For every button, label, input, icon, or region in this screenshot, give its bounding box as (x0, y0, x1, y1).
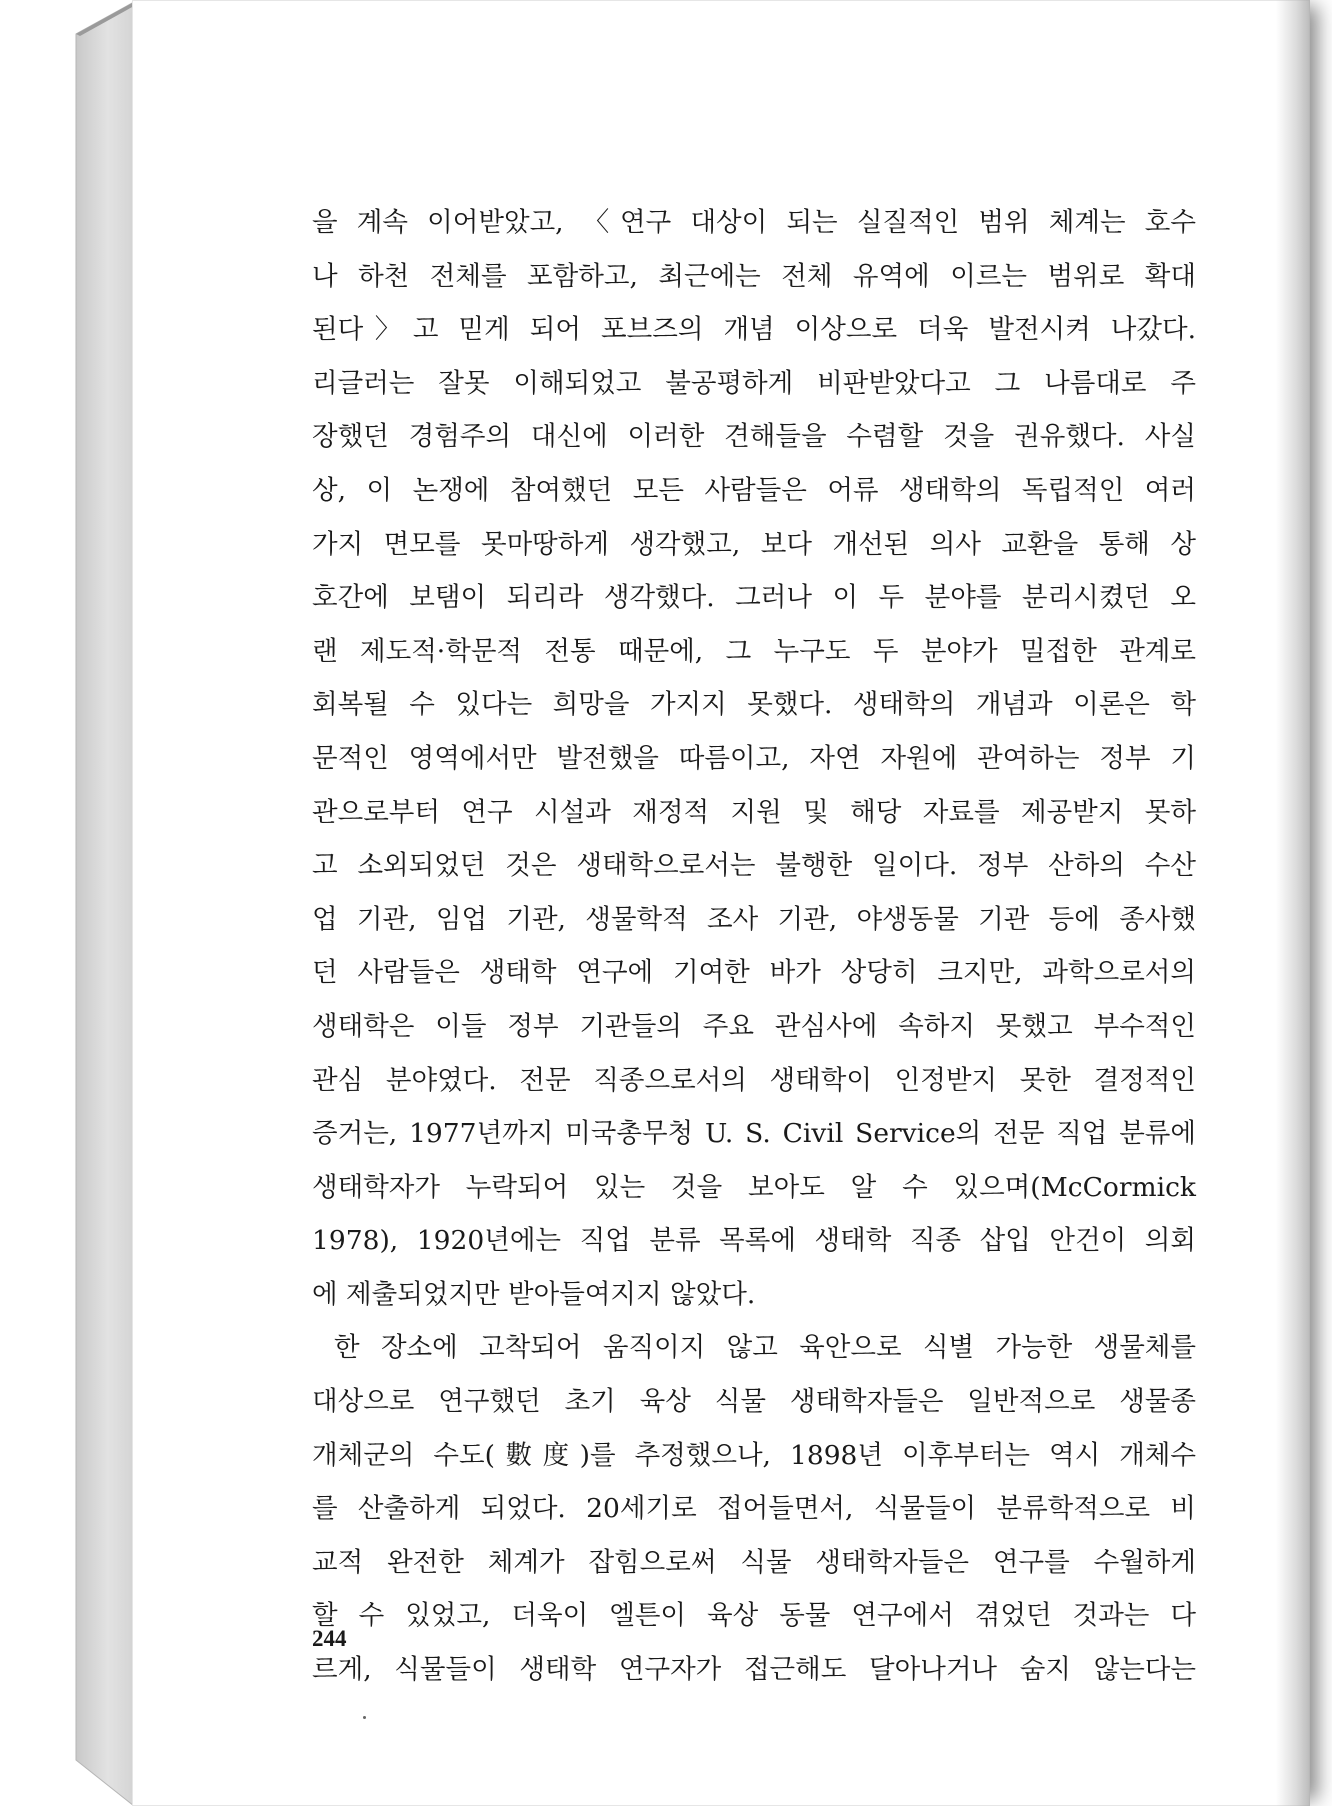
scan-speck (363, 1716, 366, 1719)
text-line: 를 산출하게 되었다. 20세기로 접어들면서, 식물들이 분류학적으로 비 (312, 1493, 1196, 1525)
paragraph-2 (312, 1321, 1196, 1696)
page-number: 244 (312, 1626, 347, 1651)
text-line: 호간에 보탬이 되리라 생각했다. 그러나 이 두 분야를 분리시켰던 오 (312, 582, 1196, 614)
text-line: 관으로부터 연구 시설과 재정적 지원 및 해당 자료를 제공받지 못하 (312, 796, 1196, 828)
text-line: 상, 이 논쟁에 참여했던 모든 사람들은 어류 생태학의 독립적인 여러 (312, 474, 1196, 506)
text-line: 한 장소에 고착되어 움직이지 않고 육안으로 식별 가능한 생물체를 (334, 1332, 1196, 1364)
text-line: 르게, 식물들이 생태학 연구자가 접근해도 달아나거나 숨지 않는다는 (312, 1654, 1196, 1686)
text-line: 리글러는 잘못 이해되었고 불공평하게 비판받았다고 그 나름대로 주 (312, 367, 1196, 399)
text-line: 랜 제도적·학문적 전통 때문에, 그 누구도 두 분야가 밀접한 관계로 (312, 635, 1196, 667)
text-line: 고 소외되었던 것은 생태학으로서는 불행한 일이다. 정부 산하의 수산 (312, 850, 1196, 882)
text-line: 회복될 수 있다는 희망을 가지지 못했다. 생태학의 개념과 이론은 학 (312, 689, 1196, 721)
page-edge-shadow (1276, 0, 1310, 1806)
text-line: 문적인 영역에서만 발전했을 따름이고, 자연 자원에 관여하는 정부 기 (312, 742, 1196, 774)
text-line: 교적 완전한 체계가 잡힘으로써 식물 생태학자들은 연구를 수월하게 (312, 1546, 1196, 1578)
text-line: 증거는, 1977년까지 미국총무청 U. S. Civil Service의 전문 직업 분류에 (312, 1118, 1196, 1150)
text-line: 나 하천 전체를 포함하고, 최근에는 전체 유역에 이르는 범위로 확대 (312, 260, 1196, 292)
text-line: 에 제출되었지만 받아들여지지 않았다. (312, 1278, 756, 1310)
text-line: 을 계속 이어받았고, 〈연구 대상이 되는 실질적인 범위 체계는 호수 (312, 207, 1196, 238)
paragraph-1 (312, 196, 1196, 1321)
text-line: 던 사람들은 생태학 연구에 기여한 바가 상당히 크지만, 과학으로서의 (312, 957, 1196, 989)
text-line: 생태학자가 누락되어 있는 것을 보아도 알 수 있으며(McCormick (312, 1171, 1196, 1203)
text-line: 개체군의 수도(數度)를 추정했으나, 1898년 이후부터는 역시 개체수 (312, 1439, 1196, 1471)
text-line: 업 기관, 임업 기관, 생물학적 조사 기관, 야생동물 기관 등에 종사했 (312, 903, 1196, 935)
text-line: 할 수 있었고, 더욱이 엘튼이 육상 동물 연구에서 겪었던 것과는 다 (312, 1600, 1196, 1632)
text-line: 대상으로 연구했던 초기 육상 식물 생태학자들은 일반적으로 생물종 (312, 1386, 1196, 1418)
book-spine-edge (0, 0, 140, 1806)
text-line: 1978), 1920년에는 직업 분류 목록에 생태학 직종 삽입 안건이 의회 (312, 1225, 1196, 1257)
body-text (312, 196, 1196, 1697)
text-line: 장했던 경험주의 대신에 이러한 견해들을 수렴할 것을 권유했다. 사실 (312, 421, 1196, 453)
text-line: 관심 분야였다. 전문 직종으로서의 생태학이 인정받지 못한 결정적인 (312, 1064, 1196, 1096)
text-line: 생태학은 이들 정부 기관들의 주요 관심사에 속하지 못했고 부수적인 (312, 1010, 1196, 1042)
text-line: 된다〉고 믿게 되어 포브즈의 개념 이상으로 더욱 발전시켜 나갔다. (312, 314, 1196, 346)
text-line: 가지 면모를 못마땅하게 생각했고, 보다 개선된 의사 교환을 통해 상 (312, 528, 1196, 560)
